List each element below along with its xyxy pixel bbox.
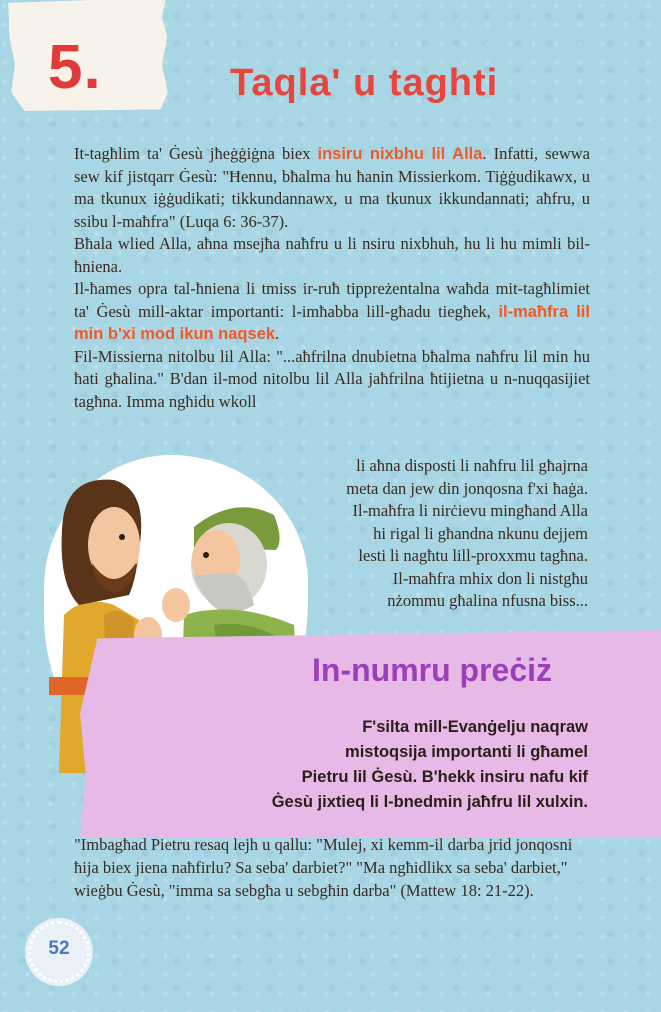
- chapter-number: 5.: [48, 33, 102, 102]
- peter-hand: [162, 588, 190, 622]
- paragraph-1: [74, 143, 590, 233]
- p1-text: It-tagħlim ta' Ġesù jħeġġiġna biex: [74, 144, 318, 163]
- wrap-line: meta dan jew din jonqosna f'xi ħaġa.: [346, 478, 588, 498]
- paragraph-3: [74, 278, 590, 346]
- wrap-line: li aħna disposti li naħfru lil għajrna: [356, 456, 588, 475]
- wrap-line: Il-maħfra li nirċievu mingħand Alla: [352, 501, 588, 520]
- info-box-line: mistoqsija importanti li għamel: [345, 743, 588, 761]
- scripture-quote: "Imbagħad Pietru resaq lejh u qallu: "Mulej, xi kemm-il darba jrid jonqosni ħija biex jiena naħfirlu? Sa seba' darbiet?" "Ma ngħidlikx sa seba' darbiet," wieġbu Ġesù, "imma sa sebgħa u sebgħin darba" (Mattew 18: 21-22).: [74, 835, 573, 900]
- jesus-eye: [119, 534, 125, 540]
- highlight-1: insiru nixbhu lil Alla: [317, 145, 483, 163]
- chapter-title: Taqla' u taghti: [230, 62, 499, 104]
- info-box-title: In-numru preċiż: [312, 652, 553, 688]
- p3-text-end: .: [275, 324, 280, 343]
- paragraph-2: Bħala wlied Alla, aħna msejħa naħfru u li nsiru nixbhuh, hu li hu mimli bil-ħniena.: [74, 234, 590, 276]
- p3-text: Il-ħames opra tal-ħniena li tmiss ir-ruħ tippreżentalna waħda mit-tagħlimiet ta' Ġesù mill-aktar importanti: l-imħabba lill-għadu tiegħek,: [74, 279, 590, 321]
- highlight-2: il-maħfra lil min b'xi mod ikun naqsek: [74, 302, 590, 343]
- info-box-line: Pietru lil Ġesù. B'hekk insiru nafu kif: [301, 768, 588, 786]
- wrap-line: nżommu għalina nfusna biss...: [387, 591, 588, 610]
- peter-eye: [203, 552, 209, 558]
- page-number-badge: [28, 921, 90, 983]
- p1-text-end: . Infatti, sewwa sew kif jistqarr Ġesù: "Ħennu, bħalma hu ħanin Missierkom. Tiġġudikawx, u ma tkunux iġġudikati; tikkundannawx, u ma tkunux ikkundannati; aħfru, u ssibu l-maħfra" (Luqa 6: 36-37).: [74, 144, 591, 231]
- paragraph-4: Fil-Missierna nitolbu lil Alla: "...aħfrilna dnubietna bħalma naħfru lil min hu ħati għalina." B'dan il-mod nitolbu lil Alla jaħfrilna ħtijietna u n-nuqqasijiet tagħna. Imma ngħidu wkoll: [74, 346, 590, 411]
- info-box-text: [150, 715, 588, 815]
- wrap-line: Il-maħfra mhix don li nistgħu: [392, 568, 588, 588]
- wrapped-text: [255, 455, 588, 613]
- wrap-line: hi rigal li għandna nkunu dejjem: [373, 523, 588, 543]
- info-box-line: F'silta mill-Evanġelju naqraw: [362, 718, 588, 736]
- info-box-line: Ġesù jixtieq li l-bnedmin jaħfru lil xulxin.: [271, 793, 588, 811]
- wrap-line: lesti li nagħtu lill-proxxmu tagħna.: [358, 546, 588, 565]
- page-number: 52: [48, 938, 70, 959]
- intro-text: [74, 143, 590, 413]
